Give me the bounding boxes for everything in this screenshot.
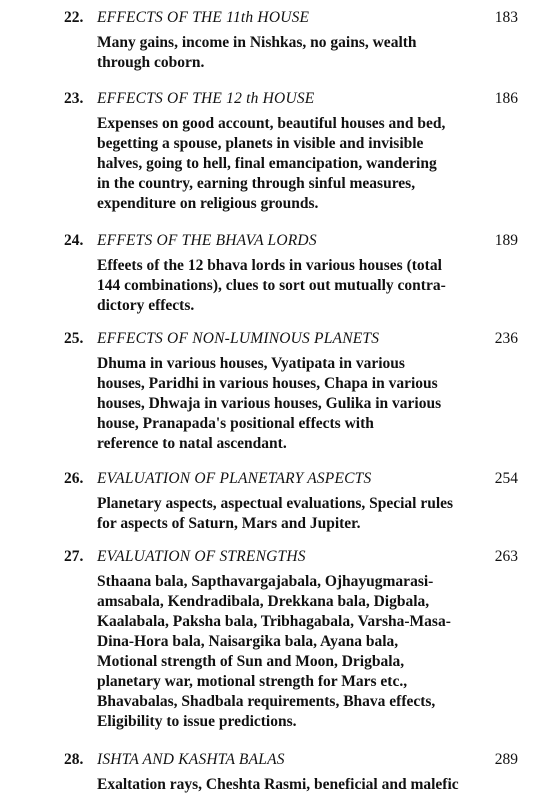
description-line: for aspects of Saturn, Mars and Jupiter.: [97, 515, 361, 532]
description-line: amsabala, Kendradibala, Drekkana bala, Digbala,: [97, 593, 430, 610]
entry-heading: [64, 87, 518, 111]
entry-description: [97, 256, 480, 316]
entry-number: 23.: [64, 90, 84, 107]
description-line: Planetary aspects, aspectual evaluations, Special rules: [97, 495, 454, 512]
entry-heading: [64, 748, 518, 772]
description-line: house, Pranapada's positional effects with: [97, 415, 374, 432]
entry-description: [97, 775, 480, 795]
contents-entry-25: [64, 327, 518, 454]
entry-title: EFFECTS OF NON-LUMINOUS PLANETS: [97, 330, 380, 347]
description-line: Expenses on good account, beautiful houses and bed,: [97, 115, 446, 132]
entry-heading: [64, 467, 518, 491]
description-line: Kaalabala, Paksha bala, Tribhagabala, Varsha-Masa-: [97, 613, 451, 630]
entry-title: EFFECTS OF THE 11th HOUSE: [97, 9, 310, 26]
entry-number: 27.: [64, 548, 84, 565]
contents-entry-22: [64, 6, 518, 73]
contents-entry-26: [64, 467, 518, 534]
entry-number: 24.: [64, 232, 84, 249]
entry-heading: [64, 545, 518, 569]
entry-heading: [64, 229, 518, 253]
entry-page-number: 189: [494, 232, 518, 249]
description-line: Effeets of the 12 bhava lords in various houses (total: [97, 257, 442, 274]
description-line: planetary war, motional strength for Mars etc.,: [97, 673, 408, 690]
entry-heading: [64, 6, 518, 30]
entry-number: 22.: [64, 9, 84, 26]
entry-page-number: 236: [494, 330, 518, 347]
description-line: Exaltation rays, Cheshta Rasmi, beneficial and malefic: [97, 776, 459, 793]
description-line: Many gains, income in Nishkas, no gains, wealth: [97, 34, 417, 51]
entry-number: 25.: [64, 330, 84, 347]
description-line: Bhavabalas, Shadbala requirements, Bhava effects,: [97, 693, 436, 710]
description-line: Motional strength of Sun and Moon, Drigbala,: [97, 653, 405, 670]
description-line: expenditure on religious grounds.: [97, 195, 319, 212]
description-line: Dina-Hora bala, Naisargika bala, Ayana bala,: [97, 633, 399, 650]
entry-number: 26.: [64, 470, 84, 487]
description-line: Eligibility to issue predictions.: [97, 713, 297, 730]
entry-heading: [64, 327, 518, 351]
entry-page-number: 263: [494, 548, 518, 565]
entry-title: EFFECTS OF THE 12 th HOUSE: [97, 90, 315, 107]
entry-description: [97, 114, 480, 214]
entry-title: ISHTA AND KASHTA BALAS: [97, 751, 285, 768]
description-line: Sthaana bala, Sapthavargajabala, Ojhayugmarasi-: [97, 573, 434, 590]
entry-title: EVALUATION OF STRENGTHS: [97, 548, 306, 565]
entry-title: EFFETS OF THE BHAVA LORDS: [97, 232, 317, 249]
entry-page-number: 183: [494, 9, 518, 26]
description-line: dictory effects.: [97, 297, 195, 314]
entry-page-number: 186: [494, 90, 518, 107]
entry-page-number: 254: [494, 470, 518, 487]
entry-description: [97, 572, 480, 732]
description-line: houses, Paridhi in various houses, Chapa in various: [97, 375, 438, 392]
contents-entry-28: [64, 748, 518, 795]
description-line: in the country, earning through sinful measures,: [97, 175, 416, 192]
description-line: houses, Dhwaja in various houses, Gulika in various: [97, 395, 442, 412]
entry-page-number: 289: [494, 751, 518, 768]
entry-description: [97, 33, 480, 73]
description-line: reference to natal ascendant.: [97, 435, 287, 452]
description-line: 144 combinations), clues to sort out mutually contra-: [97, 277, 446, 294]
contents-entry-27: [64, 545, 518, 732]
entry-description: [97, 354, 480, 454]
description-line: Dhuma in various houses, Vyatipata in various: [97, 355, 405, 372]
entry-title: EVALUATION OF PLANETARY ASPECTS: [97, 470, 372, 487]
description-line: halves, going to hell, final emancipation, wandering: [97, 155, 437, 172]
description-line: through coborn.: [97, 54, 205, 71]
contents-entry-24: [64, 229, 518, 316]
entry-description: [97, 494, 480, 534]
entry-number: 28.: [64, 751, 84, 768]
description-line: begetting a spouse, planets in visible and invisible: [97, 135, 424, 152]
contents-entry-23: [64, 87, 518, 214]
